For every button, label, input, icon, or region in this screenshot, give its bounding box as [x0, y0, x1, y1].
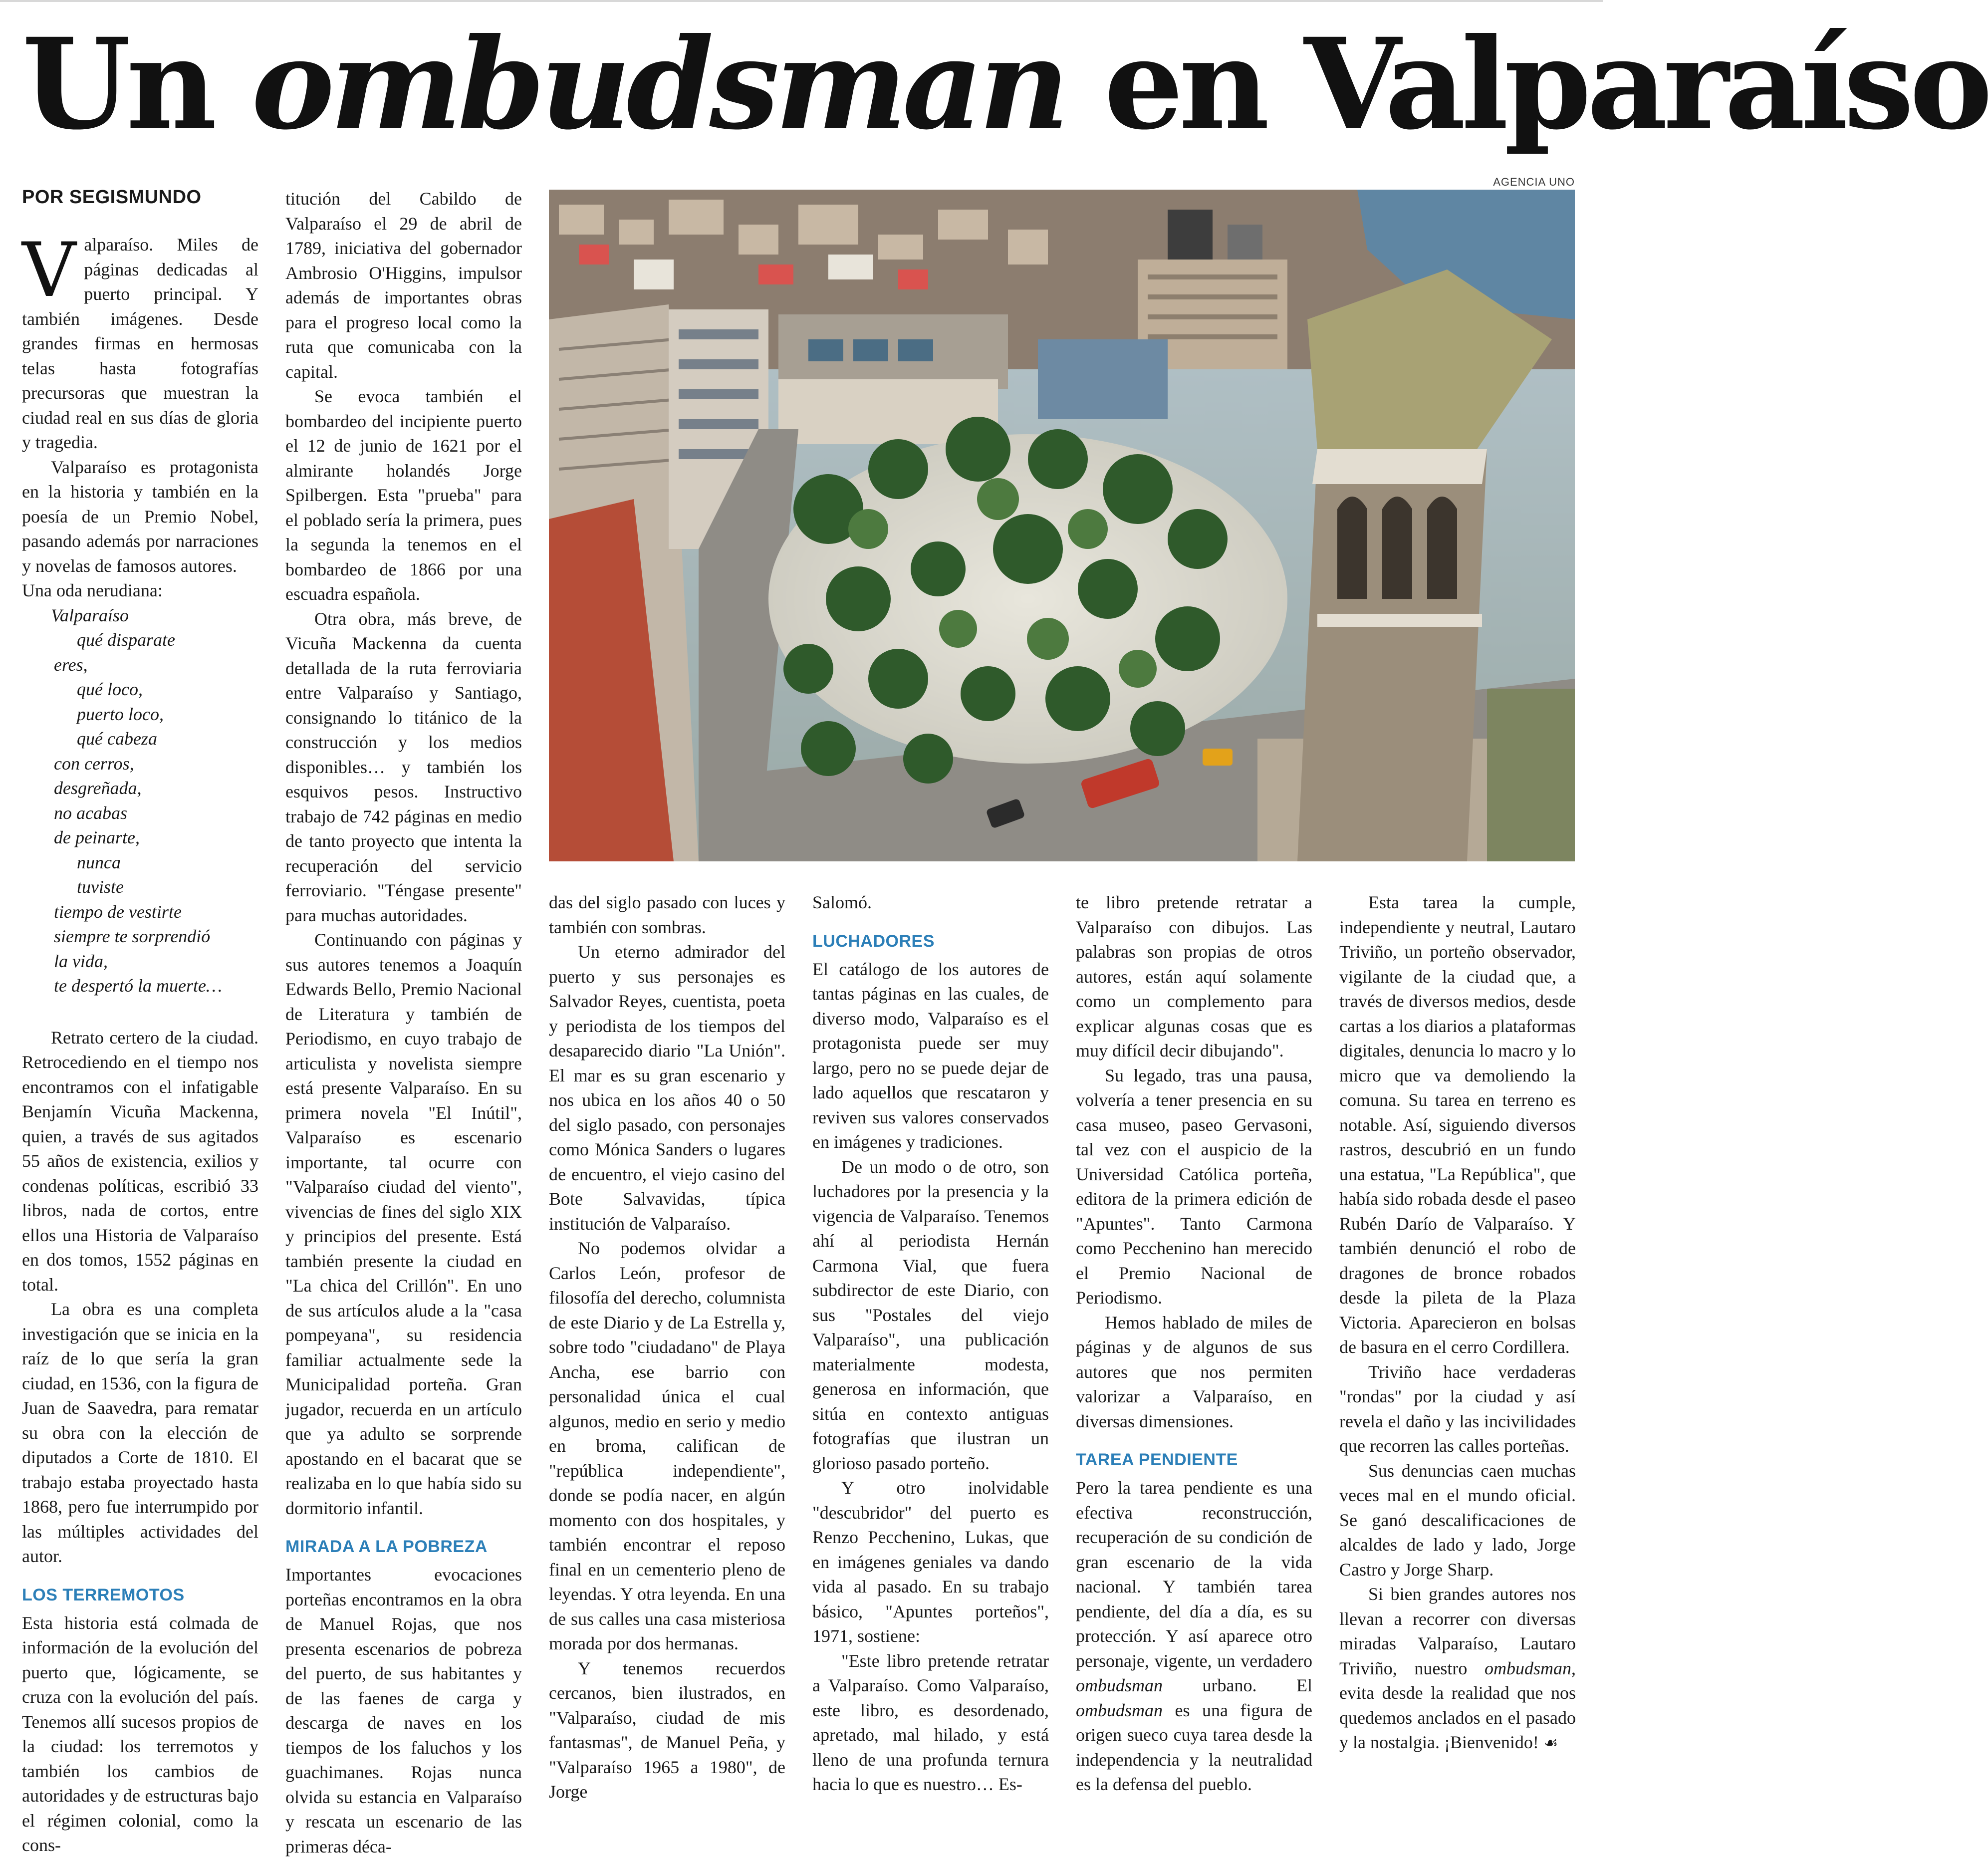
paragraph: titución del Cabildo de Valparaíso el 29 de abril de 1789, iniciativa del gobernador Ambrosio O'Higgins, impulsor además de importantes obras para el progreso local como la ruta que comunicaba con la capital.	[285, 187, 522, 384]
poem-line: qué loco,	[51, 677, 258, 702]
poem-intro: Una oda nerudiana:	[22, 578, 258, 603]
poem-line: siempre te sorprendió	[51, 924, 258, 949]
poem-line: nunca	[51, 850, 258, 875]
paragraph: Salomó.	[812, 890, 1049, 915]
paragraph-text: Si bien grandes autores nos llevan a recorrer con diversas miradas Valparaíso, Lautaro Triviño, nuestro	[1339, 1584, 1576, 1678]
paragraph: Valparaíso es protagonista en la historia y también en la poesía de un Premio Nobel, pasando además por narraciones y novelas de famosos autores.	[22, 455, 258, 579]
headline-italic: ombudsman	[251, 10, 1065, 157]
city-plaza-photo	[549, 190, 1575, 861]
paragraph: No podemos olvidar a Carlos León, profesor de filosofía del derecho, columnista de este Diario y de La Estrella y, sobre todo "ciudadano" de Playa Ancha, ese barrio con personalidad única el cual algunos, medio en serio y medio en broma, califican de "república independiente", donde se podía nacer, en algún momento con dos hospitales, y también encontrar el reposo final en un cementerio pleno de leyendas. Y otra leyenda. En una de sus calles una casa misteriosa morada por dos hermanas.	[549, 1236, 785, 1656]
paragraph-text: urbano. El	[1163, 1675, 1312, 1695]
paragraph	[1339, 1582, 1576, 1756]
headline-part: Un	[22, 10, 251, 157]
paragraph: Y tenemos recuerdos cercanos, bien ilustrados, en "Valparaíso, ciudad de mis fantasmas", de Manuel Peña, y "Valparaíso 1965 a 1980", de Jorge	[549, 1656, 785, 1805]
paragraph: te libro pretende retratar a Valparaíso con dibujos. Las palabras son propias de otros autores, están aquí solamente como un complemento para explicar algunas cosas que es muy difícil decir dibujando".	[1076, 890, 1312, 1063]
poem-line: eres,	[51, 653, 258, 678]
column-2	[285, 187, 522, 1797]
column-6	[1339, 890, 1576, 1797]
paragraph: "Este libro pretende retratar a Valparaíso. Como Valparaíso, este libro, es desordenado, apretado, mal hilado, y está lleno de una profunda ternura hacia lo que es nuestro… Es-	[812, 1649, 1049, 1797]
paragraph: Hemos hablado de miles de páginas y de algunos de sus autores que nos permiten valorizar a Valparaíso, en diversas dimensiones.	[1076, 1311, 1312, 1434]
paragraph-text: alparaíso. Miles de páginas dedicadas al puerto principal. Y también imágenes. Desde grandes firmas en hermosas telas hasta fotografías precursoras que muestran la ciudad real en sus días de gloria y tragedia.	[22, 235, 258, 452]
paragraph: La obra es una completa investigación que se inicia en la raíz de lo que sería la gran ciudad, en 1536, con la figura de Juan de Saavedra, para rematar su obra con la elección de diputados a Corte de 1810. El trabajo estaba proyectado hasta 1868, pero fue interrumpido por las múltiples actividades del autor.	[22, 1297, 258, 1569]
paragraph: De un modo o de otro, son luchadores por la presencia y la vigencia de Valparaíso. Tenemos ahí al periodista Hernán Carmona Vial, que fuera subdirector de este Diario, con sus "Postales del viejo Valparaíso", una publicación materialmente modesta, generosa en información, que sitúa en contexto antiguas fotografías que ilustran un glorioso pasado porteño.	[812, 1155, 1049, 1476]
paragraph: Un eterno admirador del puerto y sus personajes es Salvador Reyes, cuentista, poeta y periodista de los tiempos del desaparecido diario "La Unión". El mar es su gran escenario y nos ubica en los años 40 o 50 del siglo pasado, con personajes como Mónica Sanders o lugares de encuentro, el viejo casino del Bote Salvavidas, típica institución de Valparaíso.	[549, 940, 785, 1236]
paragraph: Triviño hace verdaderas "rondas" por la ciudad y así revela el daño y las incivilidades que recorren las calles porteñas.	[1339, 1360, 1576, 1459]
paragraph: Continuando con páginas y sus autores tenemos a Joaquín Edwards Bello, Premio Nacional de Literatura y también de Periodismo, en cuyo trabajo de articulista y novelista siempre está presente Valparaíso. En su primera novela "El Inútil", Valparaíso es escenario importante, tal ocurre con "Valparaíso ciudad del viento", vivencias de fines del siglo XIX y principios del presente. Está también presente la ciudad en "La chica del Crillón". En uno de sus artículos alude a la "casa pompeyana", su residencia familiar actualmente sede la Municipalidad porteña. Gran jugador, recuerda en un artículo que ya adulto se sorprende apostando en el bacarat que se realizaba en lo que había sido su dormitorio infantil.	[285, 928, 522, 1521]
subhead-luchadores: LUCHADORES	[812, 928, 1049, 954]
paragraph: Esta tarea la cumple, independiente y neutral, Lautaro Triviño, un porteño observador, vigilante de la ciudad que, a través de diversos medios, desde cartas a los diarios a plataformas digitales, denuncia lo macro y lo micro que va demoliendo la comuna. Su tarea en terreno es notable. Así, siguiendo diversos rastros, descubrió en un fundo una estatua, "La República", que había sido robada desde el paseo Rubén Darío de Valparaíso. Y también denunció el robo de dragones de bronce robados desde la pileta de la Plaza Victoria. Aparecieron en bolsas de basura en el cerro Cordillera.	[1339, 890, 1576, 1360]
paragraph: Y otro inolvidable "descubridor" del puerto es Renzo Pecchenino, Lukas, que en imágenes geniales va dando vida al pasado. En su trabajo básico, "Apuntes porteños", 1971, sostiene:	[812, 1476, 1049, 1649]
subhead-tarea-pendiente: TAREA PENDIENTE	[1076, 1447, 1312, 1473]
poem-line: de peinarte,	[51, 825, 258, 850]
paragraph: Sus denuncias caen muchas veces mal en el mundo oficial. Se ganó descalificaciones de alcaldes de lado y lado, Jorge Castro y Jorge Sharp.	[1339, 1459, 1576, 1583]
spacer	[22, 999, 258, 1026]
top-rule	[0, 0, 1603, 2]
italic-term: ombudsman	[1076, 1700, 1163, 1720]
column-3	[549, 890, 785, 1797]
column-5	[1076, 890, 1312, 1797]
headline	[22, 9, 1589, 159]
paragraph: Retrato certero de la ciudad. Retrocediendo en el tiempo nos encontramos con el infatigable Benjamín Vicuña Mackenna, quien, a través de sus agitados 55 años de existencia, exilios y condenas políticas, escribió 33 libros, nada de cortos, entre ellos una Historia de Valparaíso en dos tomos, 1552 páginas en total.	[22, 1026, 258, 1298]
paragraph	[22, 233, 258, 455]
paragraph-text: es una figura de origen sueco cuya tarea desde la independencia y la neutralidad es la defensa del pueblo.	[1076, 1700, 1312, 1795]
photo-illustration	[549, 190, 1575, 861]
subhead-mirada-a-la-pobreza: MIRADA A LA POBREZA	[285, 1534, 522, 1560]
paragraph: das del siglo pasado con luces y también con sombras.	[549, 890, 785, 940]
poem-line: tiempo de vestirte	[51, 900, 258, 925]
poem-line: con cerros,	[51, 752, 258, 777]
photo-credit: AGENCIA UNO	[1467, 176, 1575, 189]
paragraph-text: Pero la tarea pendiente es una efectiva reconstrucción, recuperación de su condición de gran escenario de la vida nacional. Y también tarea pendiente, del día a día, es su protección. Y así aparece otro personaje, vigente, un verdadero	[1076, 1478, 1312, 1671]
headline-part: en Valparaíso	[1065, 10, 1988, 157]
poem-line: no acabas	[51, 801, 258, 826]
poem-line: qué cabeza	[51, 727, 258, 752]
paragraph: Otra obra, más breve, de Vicuña Mackenna da cuenta detallada de la ruta ferroviaria entre Valparaíso y Santiago, consignando lo titánico de la construcción y los medios disponibles… y también los esquivos pesos. Instructivo trabajo de 742 páginas en medio de tanto proyecto que intenta la recuperación del servicio ferroviario. "Téngase presente" para muchas autoridades.	[285, 607, 522, 928]
poem-line: qué disparate	[51, 628, 258, 653]
column-1	[22, 185, 258, 1797]
paragraph: Esta historia está colmada de información de la evolución del puerto que, lógicamente, se cruza con la evolución del país. Tenemos allí sucesos propios de la ciudad: los terremotos y también los cambios de autoridades y de estructuras bajo el régimen colonial, como la cons-	[22, 1611, 258, 1858]
paragraph: Se evoca también el bombardeo del incipiente puerto el 12 de junio de 1621 por el almirante holandés Jorge Spilbergen. Esta "prueba" para el poblado sería la primera, pues la segunda la tenemos en el bombardeo de 1866 por una escuadra española.	[285, 384, 522, 607]
column-4	[812, 890, 1049, 1797]
italic-term: ombudsman	[1076, 1675, 1163, 1695]
poem-line: tuviste	[51, 875, 258, 900]
poem-line: te despertó la muerte…	[51, 974, 258, 999]
poem-line: desgreñada,	[51, 776, 258, 801]
poem	[51, 603, 258, 999]
paragraph: Importantes evocaciones porteñas encontramos en la obra de Manuel Rojas, que nos presenta escenarios de pobreza del puerto, de sus habitantes y de las faenes de carga y descarga de naves en los tiempos de los faluchos y los guachimanes. Rojas nunca olvida su estancia en Valparaíso y rescata un escenario de las primeras déca-	[285, 1563, 522, 1859]
poem-line: puerto loco,	[51, 702, 258, 727]
paragraph: Su legado, tras una pausa, volvería a tener presencia en su casa museo, paseo Gervasoni, tal vez con el auspicio de la Universidad Católica porteña, editora de la primera edición de "Apuntes". Tanto Carmona como Pecchenino han merecido el Premio Nacional de Periodismo.	[1076, 1063, 1312, 1311]
italic-term: ombudsman	[1485, 1658, 1571, 1678]
paragraph	[1076, 1476, 1312, 1797]
byline: POR SEGISMUNDO	[22, 185, 258, 210]
paragraph-text: , evita desde la realidad que nos quedemos anclados en el pasado y la nostalgia. ¡Bienvenido!	[1339, 1658, 1576, 1753]
drop-cap: V	[22, 240, 76, 301]
end-mark-icon: ☙	[1544, 1733, 1558, 1752]
subhead-los-terremotos: LOS TERREMOTOS	[22, 1582, 258, 1608]
paragraph: El catálogo de los autores de tantas páginas en las cuales, de diverso modo, Valparaíso es el protagonista puede ser muy largo, pero no se puede dejar de lado aquellos que rescataron y reviven sus valores conservados en imágenes y tradiciones.	[812, 957, 1049, 1155]
poem-line: la vida,	[51, 949, 258, 974]
poem-line: Valparaíso	[51, 603, 258, 628]
